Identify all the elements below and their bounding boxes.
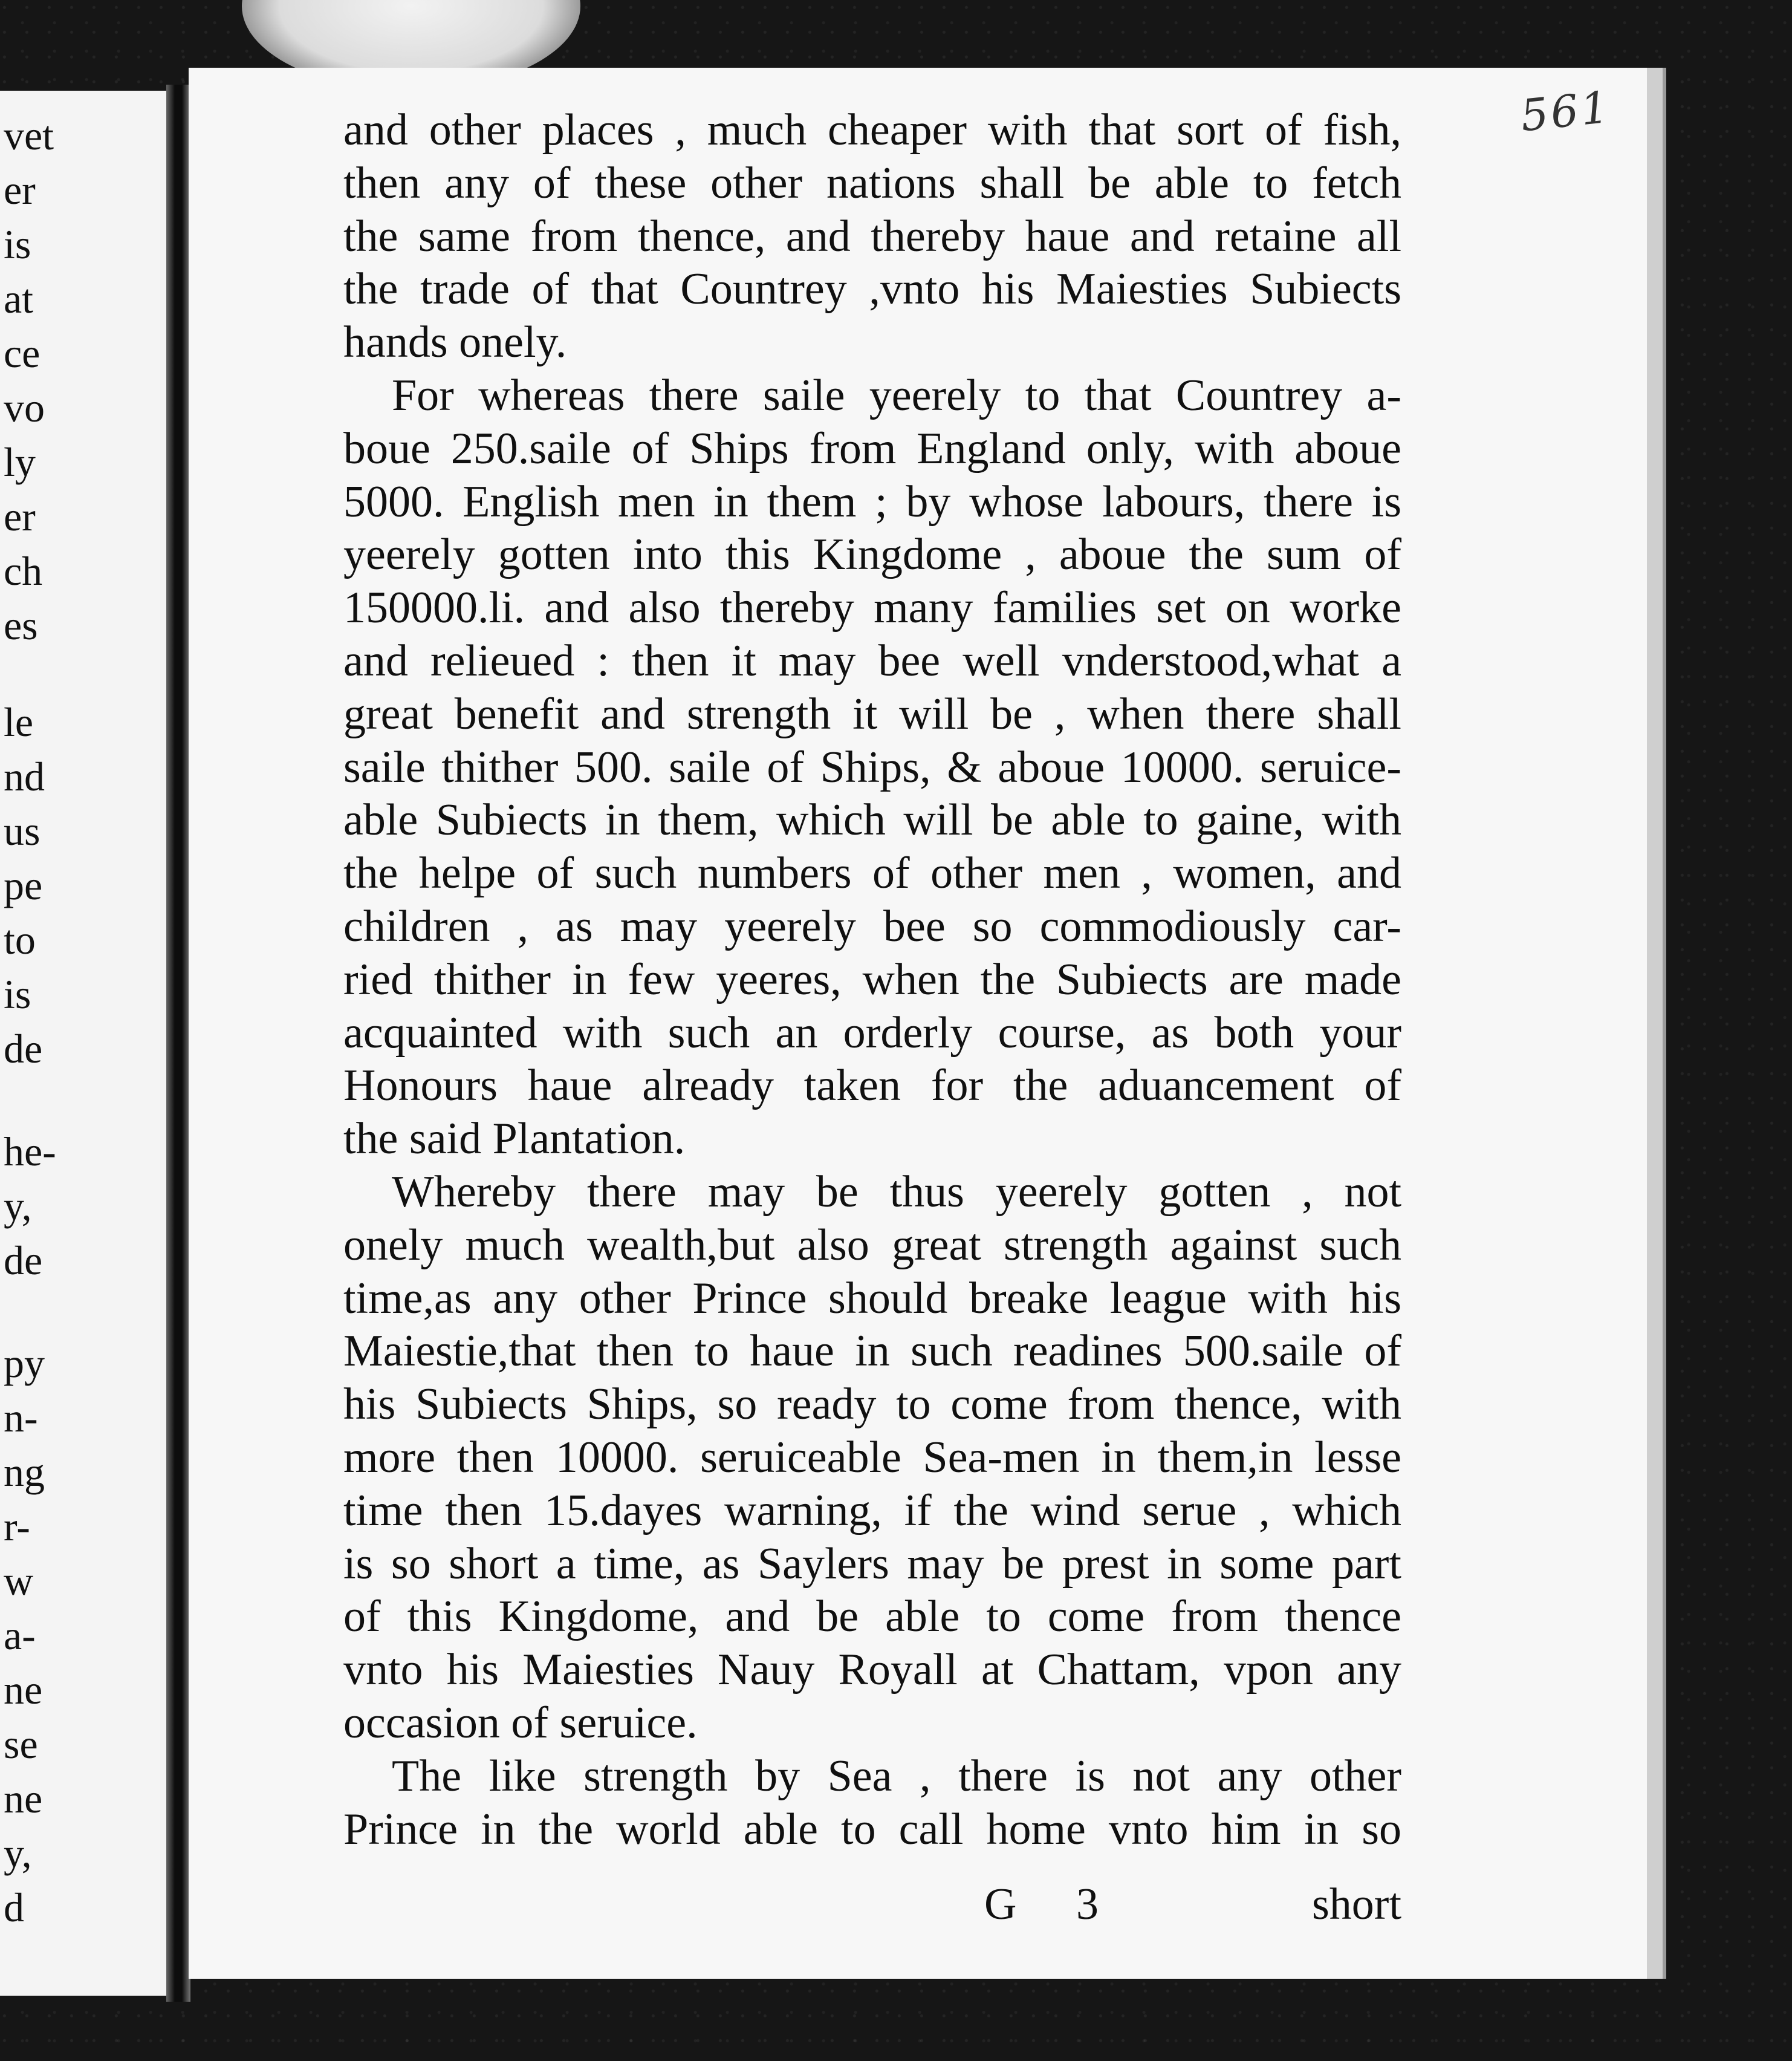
left-page-fragment: a- [4, 1612, 36, 1658]
handwritten-folio-number: 561 [1518, 81, 1613, 142]
left-page-fragment: d [4, 1884, 24, 1930]
left-page-fragment: se [4, 1721, 38, 1767]
left-page-fragment: r- [4, 1503, 30, 1549]
text-line: yeerely gotten into this Kingdome , aboue the sum of [343, 530, 1401, 580]
left-page-fragment: ng [4, 1449, 45, 1495]
text-line: able Subiects in them, which will be able to gaine, with [343, 795, 1401, 845]
text-line: Maiestie,that then to haue in such readines 500.saile of [343, 1326, 1401, 1376]
text-line: time then 15.dayes warning, if the wind serue , which [343, 1485, 1401, 1535]
text-line: Honours haue already taken for the aduancement of [343, 1061, 1401, 1111]
left-page-fragment: nd [4, 754, 45, 799]
left-page-edge [0, 91, 175, 1996]
text-line: hands onely. [343, 317, 567, 368]
text-line: occasion of seruice. [343, 1698, 698, 1748]
left-page-fragment: us [4, 808, 41, 854]
catchword: short [1312, 1880, 1401, 1929]
left-page-fragment: ne [4, 1667, 43, 1713]
text-line: 5000. English men in them ; by whose labours, there is [343, 477, 1401, 527]
left-page-fragment: ne [4, 1776, 43, 1822]
signature-mark: G 3 [984, 1880, 1123, 1929]
left-page-fragment: to [4, 917, 36, 963]
book-gutter [166, 85, 190, 2002]
page-footer [343, 1879, 1401, 1939]
text-line: vnto his Maiesties Nauy Royall at Chattam, vpon any [343, 1645, 1401, 1695]
left-page-fragment: he- [4, 1128, 56, 1174]
text-line: The like strength by Sea , there is not any other [392, 1751, 1401, 1801]
right-page [189, 68, 1663, 1979]
text-line: 150000.li. and also thereby many families set on worke [343, 583, 1401, 633]
left-page-fragment: es [4, 602, 38, 648]
text-line: Whereby there may be thus yeerely gotten , not [392, 1167, 1401, 1217]
left-page-fragment: le [4, 699, 34, 745]
left-page-fragment: py [4, 1340, 45, 1386]
text-line: is so short a time, as Saylers may be prest in some part [343, 1538, 1401, 1589]
left-page-fragment: ce [4, 330, 41, 376]
text-line: Prince in the world able to call home vnto him in so [343, 1804, 1401, 1854]
text-line: and other places , much cheaper with that sort of fish, [343, 105, 1401, 155]
text-line: the trade of that Countrey ,vnto his Maiesties Subiects [343, 264, 1401, 314]
text-line: ried thither in few yeeres, when the Subiects are made [343, 954, 1401, 1004]
body-text [343, 104, 1401, 1856]
left-page-fragment: vo [4, 385, 45, 431]
left-page-fragment: is [4, 221, 31, 267]
text-line: time,as any other Prince should breake league with his [343, 1273, 1401, 1323]
text-line: great benefit and strength it will be , when there shall [343, 689, 1401, 739]
text-line: more then 10000. seruiceable Sea-men in them,in lesse [343, 1432, 1401, 1482]
left-page-fragment: de [4, 1026, 43, 1072]
left-page-fragment: vet [4, 112, 54, 158]
left-page-fragment: ch [4, 548, 43, 594]
text-line: the said Plantation. [343, 1114, 686, 1164]
left-page-fragment: y, [4, 1183, 32, 1229]
text-line: saile thither 500. saile of Ships, & aboue 10000. seruice- [343, 742, 1401, 792]
text-line: For whereas there saile yeerely to that Countrey a- [392, 370, 1401, 420]
text-line: the same from thence, and thereby haue and retaine all [343, 211, 1401, 261]
left-page-fragment: pe [4, 862, 43, 908]
left-page-fragment: w [4, 1558, 34, 1604]
text-line: boue 250.saile of Ships from England only, with aboue [343, 423, 1401, 474]
left-page-fragment: ly [4, 439, 36, 485]
left-page-fragment: is [4, 971, 31, 1017]
left-page-fragment: at [4, 276, 34, 322]
left-page-fragment: de [4, 1237, 43, 1283]
text-line: his Subiects Ships, so ready to come from thence, with [343, 1379, 1401, 1430]
left-page-fragment: n- [4, 1395, 38, 1441]
left-page-fragment: y, [4, 1830, 32, 1876]
left-page-fragment: er [4, 493, 36, 539]
text-line: then any of these other nations shall be able to fetch [343, 158, 1401, 208]
left-page-fragment: er [4, 167, 36, 213]
text-line: and relieued : then it may bee well vnderstood,what a [343, 636, 1401, 686]
text-line: onely much wealth,but also great strength against such [343, 1220, 1401, 1270]
text-line: the helpe of such numbers of other men , women, and [343, 848, 1401, 899]
text-line: acquainted with such an orderly course, as both your [343, 1008, 1401, 1058]
text-line: of this Kingdome, and be able to come from thence [343, 1592, 1401, 1642]
text-line: children , as may yeerely bee so commodiously car- [343, 901, 1401, 951]
